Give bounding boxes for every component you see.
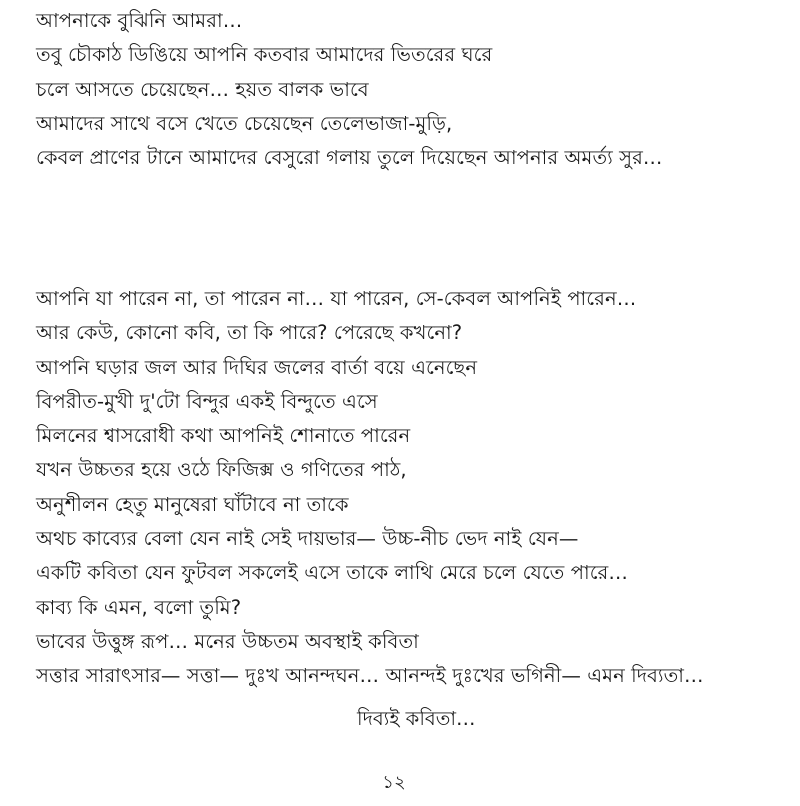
poem-line: আপনাকে বুঝিনি আমরা…: [36, 9, 243, 32]
poem-line: বিপরীত-মুখী দু'টো বিন্দুর একই বিন্দুতে এসে: [36, 389, 378, 413]
poem-stanza-1: [36, 4, 780, 175]
poem-line: কেবল প্রাণের টানে আমাদের বেসুরো গলায় তুলে দিয়েছেন আপনার অমর্ত্য সুর…: [36, 146, 663, 170]
poem-line: ভাবের উত্তুঙ্গ রূপ… মনের উচ্চতম অবস্থাই কবিতা: [36, 629, 419, 653]
poem-line: আপনি ঘড়ার জল আর দিঘির জলের বার্তা বয়ে এনেছেন: [36, 355, 478, 379]
poem-line: আপনি যা পারেন না, তা পারেন না… যা পারেন, সে-কেবল আপনিই পারেন…: [36, 287, 637, 310]
poem-line: যখন উচ্চতর হয়ে ওঠে ফিজিক্স ও গণিতের পাঠ,: [36, 458, 407, 482]
poem-line: মিলনের শ্বাসরোধী কথা আপনিই শোনাতে পারেন: [36, 424, 411, 448]
poem-closing-line: দিব্যই কবিতা…: [357, 707, 476, 730]
poem-line: কাব্য কি এমন, বলো তুমি?: [36, 595, 242, 619]
poem-line: অথচ কাব্যের বেলা যেন নাই সেই দায়ভার— উচ্চ-নীচ ভেদ নাই যেন—: [36, 527, 579, 551]
poem-line: অনুশীলন হেতু মানুষেরা ঘাঁটাবে না তাকে: [36, 492, 349, 516]
page-number: ১২: [382, 772, 406, 793]
poem-stanza-2: [36, 282, 780, 694]
poem-line: সত্তার সারাৎসার— সত্তা— দুঃখ আনন্দঘন… আনন্দই দুঃখের ভগিনী— এমন দিব্যতা…: [36, 664, 704, 688]
poem-line: একটি কবিতা যেন ফুটবল সকলেই এসে তাকে লাথি মেরে চলে যেতে পারে…: [36, 561, 628, 585]
poem-line: আর কেউ, কোনো কবি, তা কি পারে? পেরেছে কখনো?: [36, 321, 463, 345]
poem-line: চলে আসতে চেয়েছেন… হয়ত বালক ভাবে: [36, 77, 369, 101]
poem-line: তবু চৌকাঠ ডিঙিয়ে আপনি কতবার আমাদের ভিতরের ঘরে: [36, 43, 493, 67]
poem-line: আমাদের সাথে বসে খেতে চেয়েছেন তেলেভাজা-মুড়ি,: [36, 111, 453, 135]
